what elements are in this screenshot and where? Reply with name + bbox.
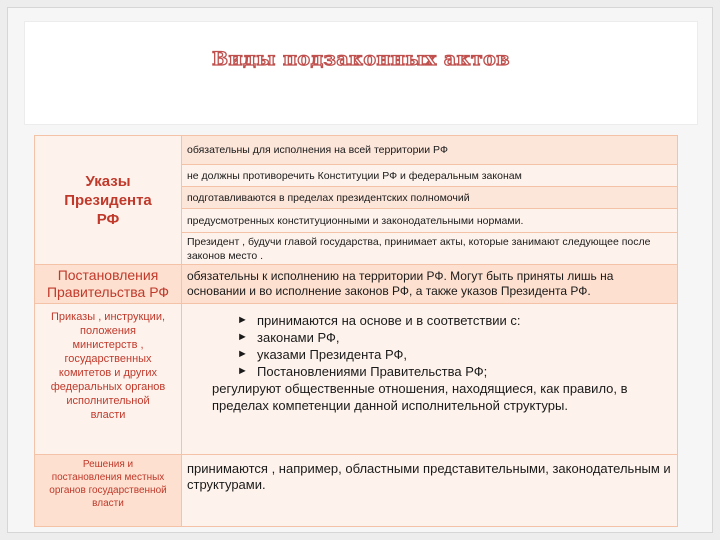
local-label-cell [35, 455, 182, 527]
decrees-label: Указы Президента РФ [64, 172, 152, 228]
decrees-row-2: не должны противоречить Конституции РФ и федеральным законам [182, 165, 678, 187]
page-title: Виды подзаконных актов [211, 48, 511, 70]
local-text: принимаются , например, областными представительными, законодательным и структурами. [182, 455, 678, 527]
resolutions-label: Постановления Правительства РФ [46, 267, 170, 300]
list-item: ► законами РФ, [237, 330, 340, 345]
arrow-bullet-icon: ► [237, 314, 248, 326]
resolutions-text: обязательны к исполнению на территории РФ. Могут быть приняты лишь на основании и во исполнение законов РФ, а также указов Президента РФ. [182, 265, 678, 304]
acts-table [34, 135, 678, 527]
table-row [35, 304, 678, 455]
decrees-label-cell [35, 136, 182, 265]
orders-label: Приказы , инструкции, положения министерств , государственных комитетов и других федеральных органов исполнительной власти [50, 311, 166, 421]
table-row [35, 455, 678, 527]
list-item: ► указами Президента РФ, [237, 347, 407, 362]
list-item: ► Постановлениями Правительства РФ; [237, 364, 488, 379]
title-box [25, 22, 697, 124]
arrow-bullet-icon: ► [237, 331, 248, 343]
orders-label-cell [35, 304, 182, 455]
arrow-bullet-icon: ► [237, 365, 248, 377]
orders-bullets [187, 312, 671, 380]
table-row [35, 136, 678, 165]
arrow-bullet-icon: ► [237, 348, 248, 360]
orders-tail: регулируют общественные отношения, находящиеся, как правило, в пределах компетенции данной исполнительной структуры. [212, 381, 628, 413]
decrees-row-4: предусмотренных конституционными и законодательными нормами. [182, 209, 678, 233]
decrees-row-3: подготавливаются в пределах президентских полномочий [182, 187, 678, 209]
decrees-row-1: обязательны для исполнения на всей территории РФ [182, 136, 678, 165]
table-row [35, 265, 678, 304]
decrees-row-5: Президент , будучи главой государства, принимает акты, которые занимают следующее после законов место . [182, 233, 678, 265]
local-label: Решения и постановления местных органов государственной власти [49, 459, 167, 509]
resolutions-label-cell [35, 265, 182, 304]
orders-cell [182, 304, 678, 455]
list-item: ► принимаются на основе и в соответствии с: [237, 313, 521, 328]
